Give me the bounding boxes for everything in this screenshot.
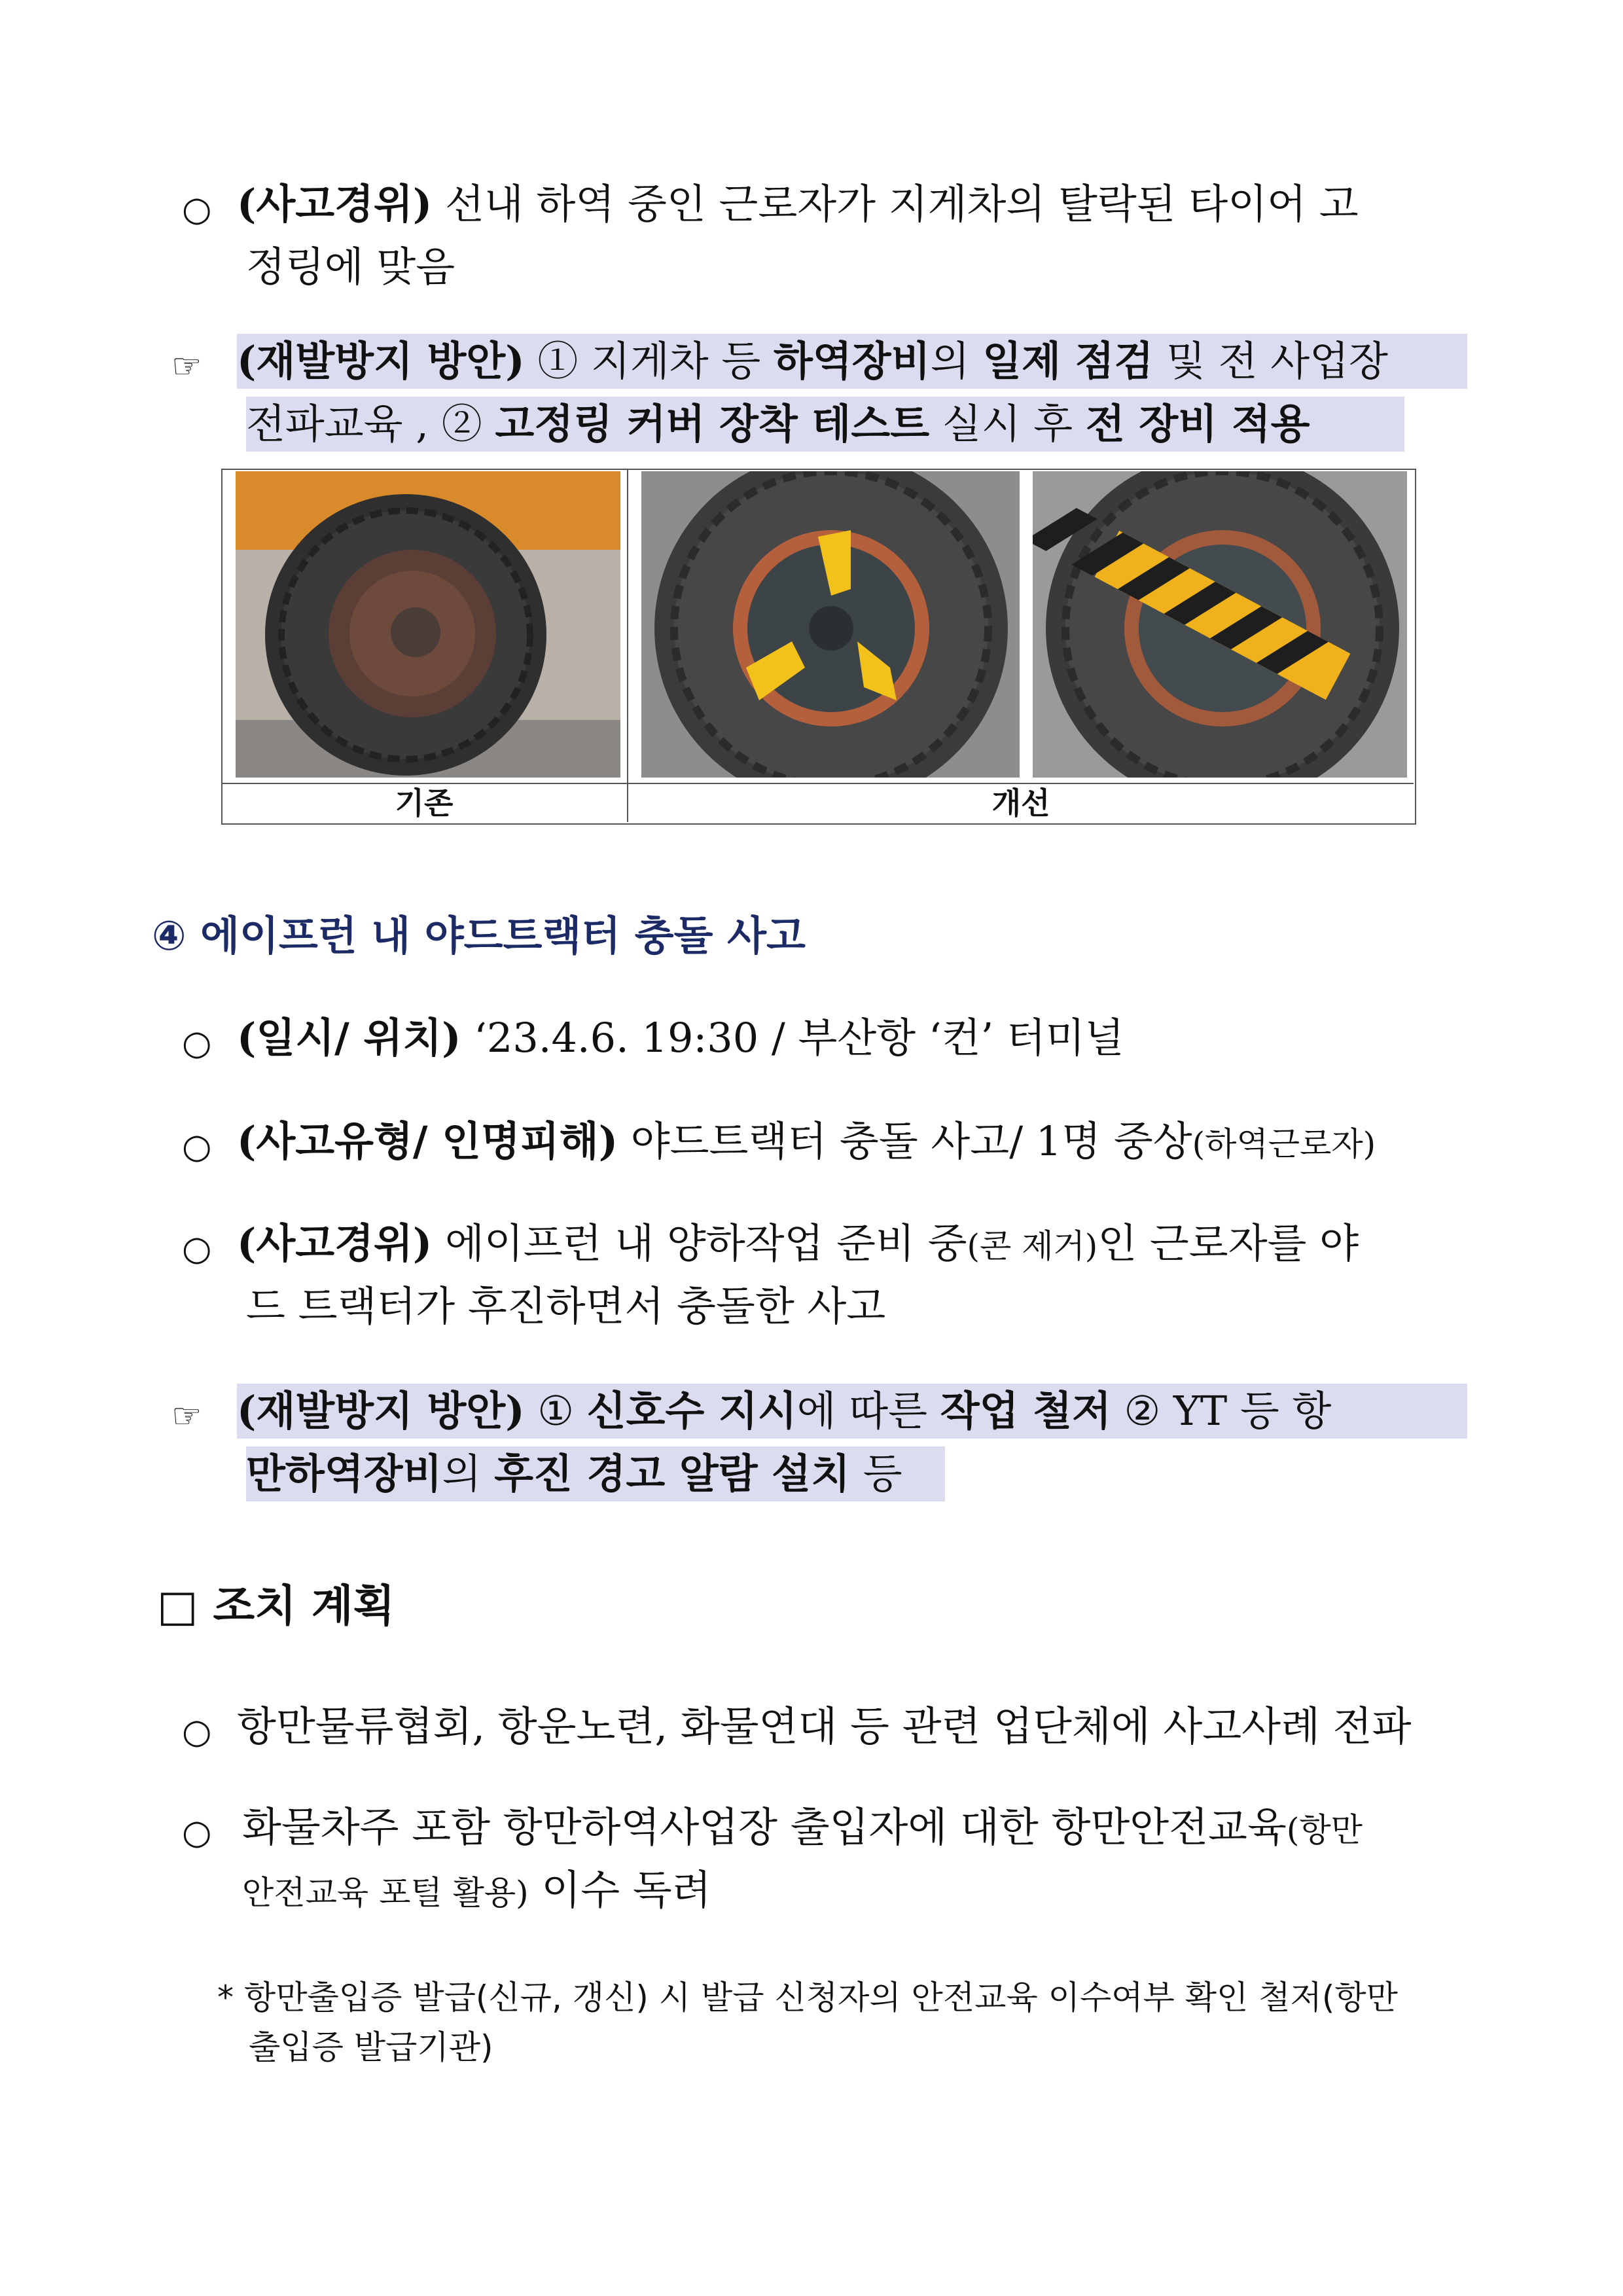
prevention2-bold: 만하역장비 xyxy=(246,1450,442,1498)
accident-cause-text: 선내 하역 중인 근로자가 지게차의 탈락된 타이어 고 xyxy=(432,180,1359,228)
plan-item-2-line2 xyxy=(242,1863,711,1920)
bullet-circle: ○ xyxy=(182,1229,212,1268)
accident-type-tag: (사고유형/ 인명피해) xyxy=(237,1117,618,1165)
prevention2-text: 등 xyxy=(849,1450,902,1498)
accident-cause2-text: 인 근로자를 야 xyxy=(1097,1219,1359,1267)
bullet-circle: ○ xyxy=(182,190,212,229)
prevention-bold: 고정링 커버 장착 테스트 xyxy=(495,400,930,448)
photo-improved-cover xyxy=(1033,471,1407,778)
accident-type-note: (하역근로자) xyxy=(1192,1125,1376,1163)
plan-item-2-note: (항만 xyxy=(1286,1811,1363,1849)
prevention2-text: ① xyxy=(524,1387,587,1435)
prevention-text: 실시 후 xyxy=(929,400,1086,448)
prevention-text: 및 전 사업장 xyxy=(1153,337,1388,385)
prevention-tag: (재발방지 방안) xyxy=(237,337,525,385)
prevention-bold: 전 장비 적용 xyxy=(1085,400,1310,448)
pointing-hand-icon: ☞ xyxy=(171,1397,202,1436)
prevention-bold: 일제 점검 xyxy=(982,337,1154,385)
section-heading-action-plan: □ 조치 계획 xyxy=(157,1581,395,1631)
prevention-text: 의 xyxy=(930,337,983,385)
accident-type-text: 야드트랙터 충돌 사고/ 1명 중상 xyxy=(618,1117,1192,1165)
footnote-line1: * 항만출입증 발급(신규, 갱신) 시 발급 신청자의 안전교육 이수여부 확인 철저(항만 xyxy=(217,1979,1398,2017)
photo-improved-clamps xyxy=(641,471,1020,778)
prevention-bold: 하역장비 xyxy=(774,337,931,385)
prevention2-line2 xyxy=(246,1446,945,1501)
accident-cause2-line2: 드 트랙터가 후진하면서 충돌한 사고 xyxy=(246,1282,886,1330)
footnote-line2: 출입증 발급기관) xyxy=(249,2028,493,2066)
prevention2-bold: 후진 경고 알람 설치 xyxy=(494,1450,850,1498)
caption-improved: 개선 xyxy=(991,785,1050,821)
accident-cause-tag: (사고경위) xyxy=(237,180,433,228)
accident-cause-line2: 정링에 맞음 xyxy=(246,243,455,291)
bullet-circle: ○ xyxy=(182,1024,212,1063)
prevention-text: 전파교육 , ② xyxy=(246,400,495,448)
accident-cause-line1 xyxy=(237,177,1359,232)
time-location-line xyxy=(237,1011,1124,1066)
bullet-circle: ○ xyxy=(182,1712,212,1751)
accident-cause2-note: (콘 제거) xyxy=(967,1227,1098,1265)
section-heading-4: ④ 에이프런 내 야드트랙터 충돌 사고 xyxy=(152,912,806,960)
time-location-tag: (일시/ 위치) xyxy=(237,1014,461,1062)
prevention-line1 xyxy=(237,334,1467,389)
prevention2-line1 xyxy=(237,1384,1467,1439)
plan-item-2-text: 화물차주 포함 항만하역사업장 출입자에 대한 항만안전교육 xyxy=(242,1803,1287,1851)
plan-item-2-line1 xyxy=(242,1800,1363,1857)
prevention2-text: 의 xyxy=(442,1450,495,1498)
table-divider xyxy=(627,469,628,822)
prevention2-text: ② YT 등 항 xyxy=(1111,1387,1332,1435)
prevention2-tag: (재발방지 방안) xyxy=(237,1387,525,1435)
prevention-text: ① 지게차 등 xyxy=(524,337,774,385)
plan-item-2-text: 이수 독려 xyxy=(528,1866,711,1914)
prevention2-bold: 작업 철저 xyxy=(940,1387,1111,1435)
bullet-circle: ○ xyxy=(182,1813,212,1852)
prevention-line2 xyxy=(246,397,1404,452)
photo-existing-tire xyxy=(236,471,620,778)
bullet-circle: ○ xyxy=(182,1127,212,1166)
accident-cause2-tag: (사고경위) xyxy=(237,1219,433,1267)
accident-cause2-text: 에이프런 내 양하작업 준비 중 xyxy=(432,1219,967,1267)
time-location-text: ‘23.4.6. 19:30 / 부산항 ‘컨’ 터미널 xyxy=(461,1014,1124,1062)
accident-type-line xyxy=(237,1114,1376,1172)
prevention2-bold: 신호수 지시 xyxy=(586,1387,797,1435)
pointing-hand-icon: ☞ xyxy=(171,347,202,386)
plan-item-2-note: 안전교육 포털 활용) xyxy=(242,1874,529,1912)
caption-existing: 기존 xyxy=(395,785,454,821)
plan-item-1: 항만물류협회, 항운노련, 화물연대 등 관련 업단체에 사고사례 전파 xyxy=(237,1702,1412,1750)
prevention2-text: 에 따른 xyxy=(796,1387,940,1435)
accident-cause2-line1 xyxy=(237,1216,1359,1274)
